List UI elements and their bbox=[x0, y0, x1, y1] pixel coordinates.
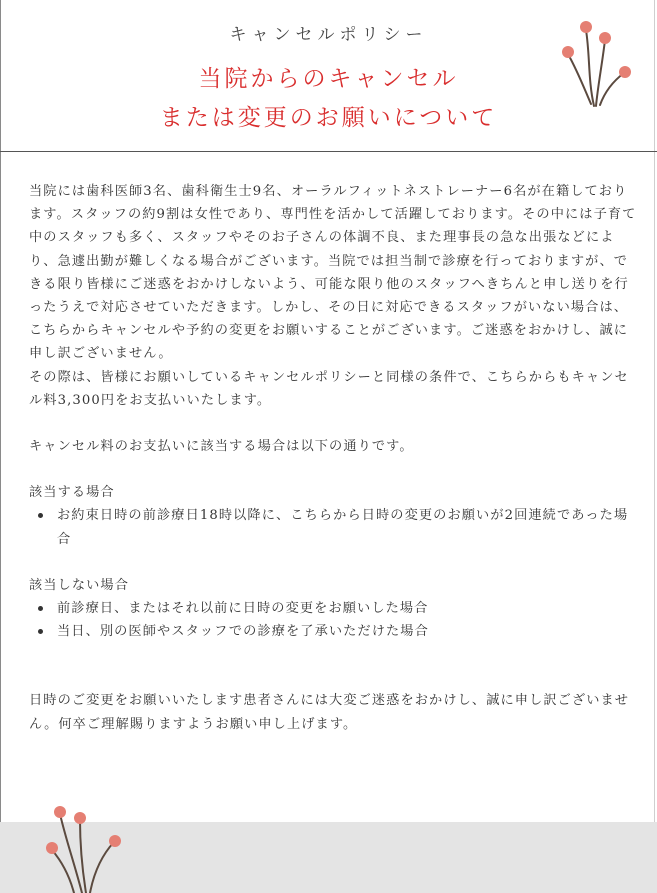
applicable-list bbox=[29, 504, 639, 550]
page-subtitle: キャンセルポリシー bbox=[229, 25, 428, 45]
spacer bbox=[29, 666, 639, 689]
page-title-line2: または変更のお願いについて bbox=[159, 105, 498, 131]
list-item: 前診療日、またはそれ以前に日時の変更をお願いした場合 bbox=[29, 597, 639, 620]
spacer bbox=[29, 458, 639, 481]
conditions-intro: キャンセル料のお支払いに該当する場合は以下の通りです。 bbox=[29, 439, 414, 455]
page-header bbox=[0, 0, 657, 152]
flower-decoration-icon bbox=[36, 800, 136, 893]
header-divider bbox=[0, 151, 657, 152]
intro-paragraph: 当院には歯科医師3名、歯科衛生士9名、オーラルフィットネストレーナー6名が在籍しております。スタッフの約9割は女性であり、専門性を活かして活躍しております。その中には子育て中のスタッフも多く、スタッフやそのお子さんの体調不良、また理事長の急な出張などにより、急遽出勤が難しくなる場合がございます。当院では担当制で診療を行っておりますが、できる限り皆様にご迷惑をおかけしないよう、可能な限り他のスタッフへきちんと申し送りを行ったうえで対応させていただきます。しかし、その日に対応できるスタッフがいない場合は、こちらからキャンセルや予約の変更をお願いすることがございます。ご迷惑をおかけし、誠に申し訳ございません。 bbox=[29, 184, 637, 362]
spacer bbox=[29, 412, 639, 435]
list-item: 当日、別の医師やスタッフでの診療を了承いただけた場合 bbox=[29, 620, 639, 643]
list-item: お約束日時の前診療日18時以降に、こちらから日時の変更のお願いが2回連続であった場合 bbox=[29, 504, 639, 550]
closing-paragraph: 日時のご変更をお願いいたします患者さんには大変ご迷惑をおかけし、誠に申し訳ございません。何卒ご理解賜りますようお願い申し上げます。 bbox=[29, 693, 630, 732]
fee-paragraph: その際は、皆様にお願いしているキャンセルポリシーと同様の条件で、こちらからもキャンセル料3,300円をお支払いいたします。 bbox=[29, 369, 629, 408]
spacer bbox=[29, 551, 639, 574]
flower-decoration-icon bbox=[548, 10, 638, 110]
applicable-heading: 該当する場合 bbox=[29, 485, 115, 501]
page-title-line1: 当院からのキャンセル bbox=[198, 66, 459, 92]
spacer bbox=[29, 643, 639, 666]
not-applicable-list bbox=[29, 597, 639, 643]
policy-content bbox=[29, 180, 639, 736]
not-applicable-heading: 該当しない場合 bbox=[29, 577, 130, 593]
